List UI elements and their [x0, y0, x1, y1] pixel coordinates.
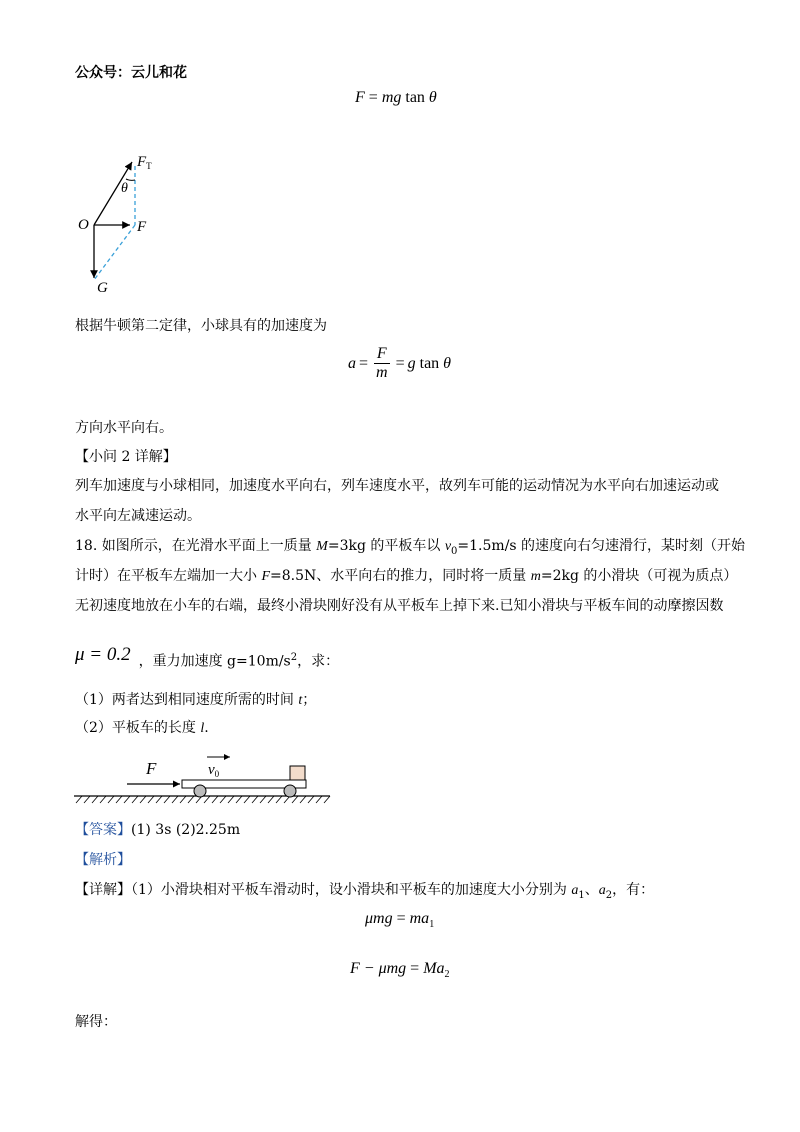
question-text: .: [204, 720, 209, 736]
question-2: [75, 718, 209, 739]
detail-text: （1）小滑块相对平板车滑动时，设小滑块和平板车的加速度大小分别为: [131, 882, 572, 898]
equation-cart: [350, 960, 450, 980]
gravity-text: ，重力加速度 $g=10m/s^2$，求：: [138, 652, 340, 670]
answer-text: (1) 3s (2)2.25m: [131, 822, 241, 838]
mu-value: μ = 0.2: [75, 643, 131, 665]
eq3-rhs: ma: [409, 910, 430, 927]
answer-label: 【答案】: [75, 822, 131, 838]
eq2-equals-2: =: [395, 354, 405, 372]
equation-F-mg-tan: [355, 89, 437, 107]
eq4-equals: =: [406, 960, 424, 977]
question-1: [75, 690, 316, 711]
paragraph-train-2: 水平向左减速运动。: [75, 508, 201, 524]
answer-line: [75, 820, 240, 840]
label-FT: $F_T$: [137, 154, 152, 171]
problem-line-2: [75, 566, 737, 587]
question-text: （1）两者达到相同速度所需的时间: [75, 692, 299, 708]
label-theta: θ: [121, 181, 128, 196]
cart-diagram: [72, 752, 334, 810]
section-title-q2: 【小问 2 详解】: [75, 449, 177, 465]
eq2-equals: =: [359, 354, 369, 372]
eq1-lhs: F: [355, 89, 365, 106]
var-a2-sub: 2: [605, 889, 613, 901]
var-a1: a: [571, 883, 579, 898]
eq2-tan: tan: [419, 354, 440, 372]
eq2-g: g: [407, 354, 416, 372]
var-F: F: [261, 569, 271, 584]
cart-label-F: F: [146, 759, 157, 778]
paragraph-train-1: 列车加速度与小球相同，加速度水平向右，列车速度水平，故列车可能的运动情况为水平向右加速运动或: [75, 478, 719, 494]
problem-line-3: 无初速度地放在小车的右端，最终小滑块刚好没有从平板车上掉下来.已知小滑块与平板车间的动摩擦因数: [75, 598, 724, 614]
label-G: G: [97, 280, 108, 296]
problem-text: =1.5m/s 的速度向右匀速滑行，某时刻（开始: [457, 538, 746, 554]
var-t: t: [298, 693, 303, 708]
cart-wheel-right: [284, 785, 296, 797]
eq2-lhs: a: [348, 354, 356, 372]
label-O: O: [78, 217, 89, 233]
detail-label: 【详解】: [75, 882, 131, 898]
detail-sep: 、: [584, 882, 599, 898]
problem-text: =3kg 的平板车以: [327, 538, 445, 554]
force-diagram: [70, 148, 180, 298]
paragraph-newton: 根据牛顿第二定律，小球具有的加速度为: [75, 318, 327, 334]
eq2-denominator: m: [376, 364, 388, 381]
eq3-lhs: μmg: [365, 910, 393, 927]
eq2-theta: θ: [443, 354, 452, 372]
problem-line-4: [75, 638, 339, 672]
problem-line-1: [75, 536, 745, 562]
var-v: v: [444, 539, 452, 554]
detail-line: [75, 880, 654, 906]
eq4-rhs: Ma: [423, 960, 445, 977]
eq1-equals: =: [368, 89, 382, 106]
eq2-numerator: F: [374, 345, 390, 364]
problem-text: =2kg 的小滑块（可视为质点）: [540, 568, 738, 584]
var-a1-sub: 1: [578, 889, 585, 901]
problem-text: 18. 如图所示，在光滑水平面上一质量: [75, 538, 317, 554]
eq4-rhs-sub: 2: [444, 969, 450, 981]
problem-text: 计时）在平板车左端加一大小: [75, 568, 262, 584]
problem-text: =8.5N、水平向右的推力，同时将一质量: [270, 568, 531, 584]
equation-acceleration: [348, 345, 451, 382]
eq1-theta: θ: [428, 89, 437, 106]
paragraph-direction: 方向水平向右。: [75, 420, 173, 436]
slider-block: [290, 766, 305, 780]
detail-text-end: ，有：: [612, 882, 655, 898]
eq4-lhs: F − μmg: [350, 960, 407, 977]
cart-wheel-left: [194, 785, 206, 797]
eq1-tan: tan: [401, 89, 425, 106]
solve-label: 解得：: [75, 1014, 117, 1030]
cart-label-v0: $v_0$: [208, 762, 220, 779]
var-l: l: [200, 721, 205, 736]
eq2-fraction: [373, 345, 391, 382]
equation-friction-block: [365, 910, 434, 930]
eq1-mg: mg: [381, 89, 402, 106]
var-m: m: [530, 569, 541, 584]
dashed-diagonal: [94, 225, 135, 280]
label-F: F: [137, 219, 147, 235]
var-v-sub: 0: [451, 545, 458, 557]
var-M: M: [316, 539, 328, 554]
var-a2: a: [598, 883, 606, 898]
eq3-rhs-sub: 1: [429, 919, 435, 931]
page-header: 公众号：云儿和花: [75, 65, 187, 81]
eq3-equals: =: [392, 910, 410, 927]
analysis-label: 【解析】: [75, 852, 131, 868]
question-text: （2）平板车的长度: [75, 720, 201, 736]
question-text: ；: [302, 692, 317, 708]
